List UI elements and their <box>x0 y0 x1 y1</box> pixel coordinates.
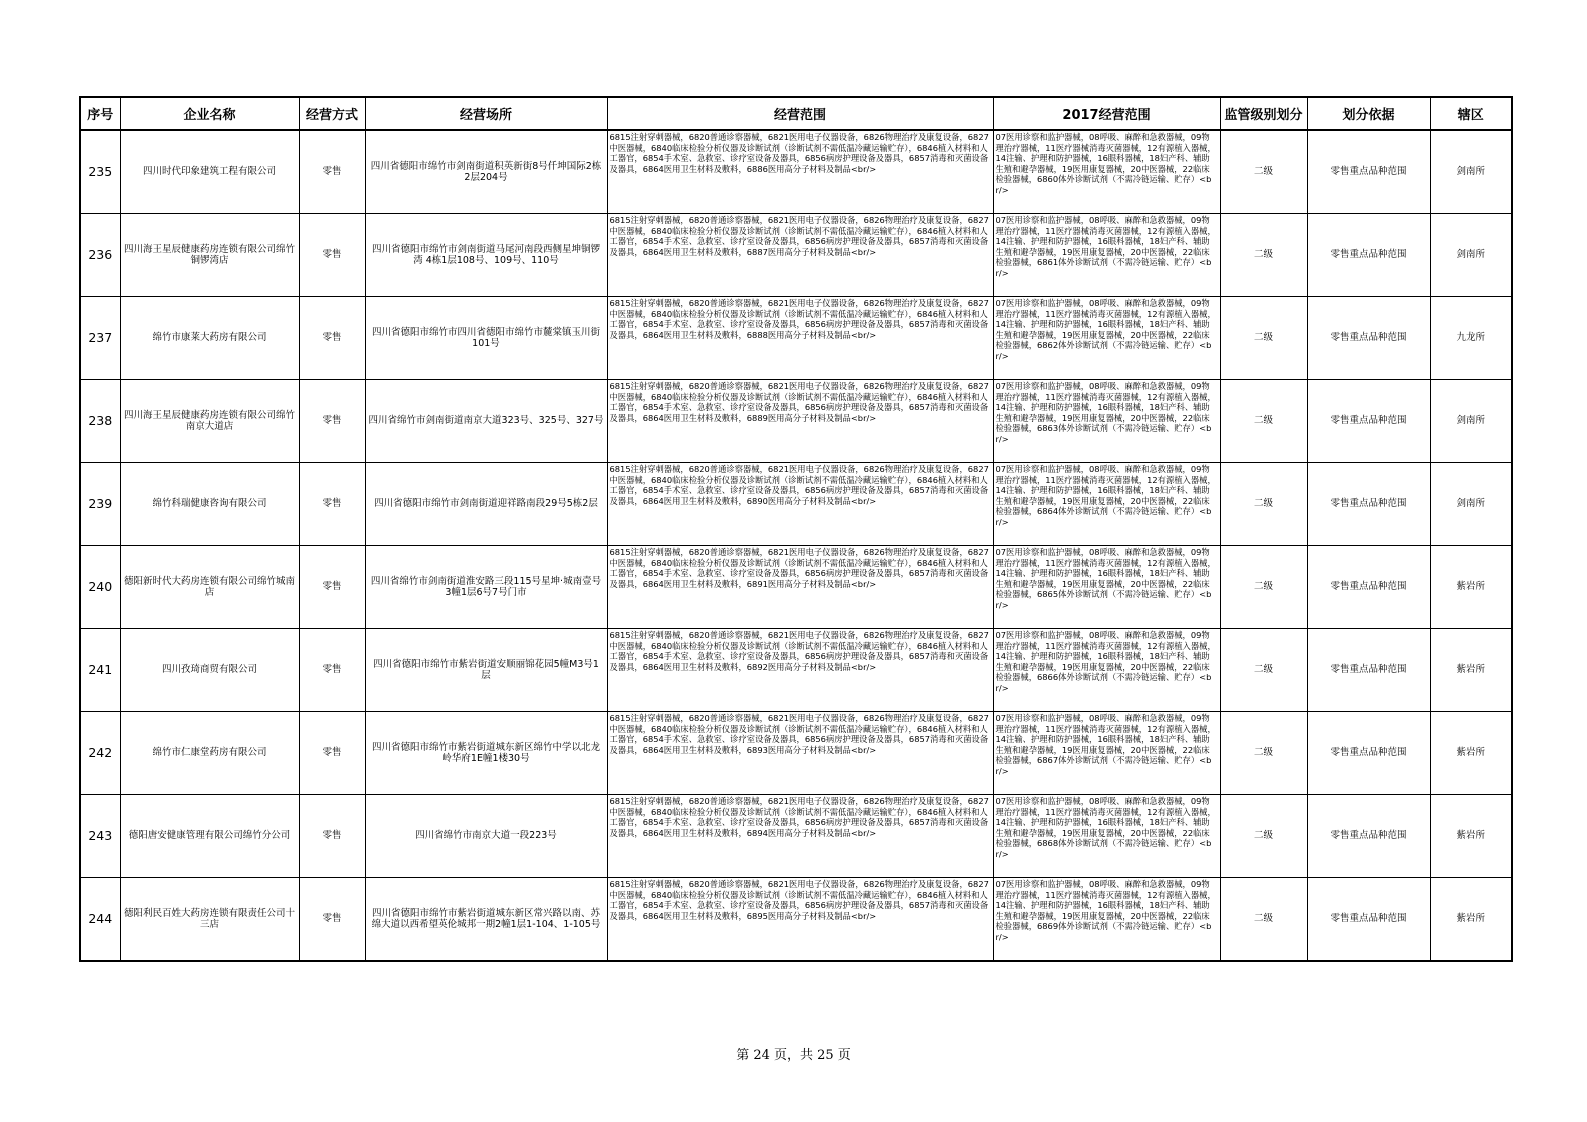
row-name: 德阳新时代大药房连锁有限公司绵竹城南店 <box>120 546 299 629</box>
row-address: 四川省绵竹市剑南街道淮安路三段115号星坤·城南壹号3幢1层6号7号门市 <box>365 546 607 629</box>
row-level: 二级 <box>1220 380 1307 463</box>
row-level: 二级 <box>1220 297 1307 380</box>
row-mode: 零售 <box>299 712 365 795</box>
row-seq: 240 <box>80 546 120 629</box>
row-level: 二级 <box>1220 629 1307 712</box>
row-district: 紫岩所 <box>1430 712 1512 795</box>
row-scope-2017: 07医用诊察和监护器械，08呼吸、麻醉和急救器械，09物理治疗器械，11医疗器械消毒灭菌器械，12有源植入器械，14注输、护理和防护器械，16眼科器械，18妇产科、辅助生殖和避孕器械，19医用康复器械，20中医器械，22临床检验器械，6862体外诊断试剂（不需冷链运输、贮存）<br/> <box>993 297 1220 380</box>
header-level: 监管级别划分 <box>1220 97 1307 130</box>
row-level: 二级 <box>1220 878 1307 962</box>
row-scope: 6815注射穿刺器械，6820普通诊察器械，6821医用电子仪器设备，6826物理治疗及康复设备，6827中医器械，6840临床检验分析仪器及诊断试剂（诊断试剂不需低温冷藏运输贮存），6846植入材料和人工器官，6854手术室、急救室、诊疗室设备及器具，6856病房护理设备及器具，6857消毒和灭菌设备及器具，6864医用卫生材料及敷料，6888医用高分子材料及制品<br/> <box>607 297 993 380</box>
row-name: 绵竹市康莱大药房有限公司 <box>120 297 299 380</box>
row-seq: 236 <box>80 214 120 297</box>
row-scope-2017: 07医用诊察和监护器械，08呼吸、麻醉和急救器械，09物理治疗器械，11医疗器械消毒灭菌器械，12有源植入器械，14注输、护理和防护器械，16眼科器械，18妇产科、辅助生殖和避孕器械，19医用康复器械，20中医器械，22临床检验器械，6867体外诊断试剂（不需冷链运输、贮存）<br/> <box>993 712 1220 795</box>
header-row <box>80 97 1512 130</box>
header-address: 经营场所 <box>365 97 607 130</box>
row-scope-2017: 07医用诊察和监护器械，08呼吸、麻醉和急救器械，09物理治疗器械，11医疗器械消毒灭菌器械，12有源植入器械，14注输、护理和防护器械，16眼科器械，18妇产科、辅助生殖和避孕器械，19医用康复器械，20中医器械，22临床检验器械，6868体外诊断试剂（不需冷链运输、贮存）<br/> <box>993 795 1220 878</box>
row-address: 四川省绵竹市南京大道一段223号 <box>365 795 607 878</box>
row-scope: 6815注射穿刺器械，6820普通诊察器械，6821医用电子仪器设备，6826物理治疗及康复设备，6827中医器械，6840临床检验分析仪器及诊断试剂（诊断试剂不需低温冷藏运输贮存），6846植入材料和人工器官，6854手术室、急救室、诊疗室设备及器具，6856病房护理设备及器具，6857消毒和灭菌设备及器具，6864医用卫生材料及敷料，6892医用高分子材料及制品<br/> <box>607 629 993 712</box>
row-scope: 6815注射穿刺器械，6820普通诊察器械，6821医用电子仪器设备，6826物理治疗及康复设备，6827中医器械，6840临床检验分析仪器及诊断试剂（诊断试剂不需低温冷藏运输贮存），6846植入材料和人工器官，6854手术室、急救室、诊疗室设备及器具，6856病房护理设备及器具，6857消毒和灭菌设备及器具，6864医用卫生材料及敷料，6891医用高分子材料及制品<br/> <box>607 546 993 629</box>
row-mode: 零售 <box>299 297 365 380</box>
header-seq: 序号 <box>80 97 120 130</box>
row-basis: 零售重点品种范围 <box>1307 130 1430 214</box>
row-seq: 242 <box>80 712 120 795</box>
row-seq: 235 <box>80 130 120 214</box>
row-scope: 6815注射穿刺器械，6820普通诊察器械，6821医用电子仪器设备，6826物理治疗及康复设备，6827中医器械，6840临床检验分析仪器及诊断试剂（诊断试剂不需低温冷藏运输贮存），6846植入材料和人工器官，6854手术室、急救室、诊疗室设备及器具，6856病房护理设备及器具，6857消毒和灭菌设备及器具，6864医用卫生材料及敷料，6887医用高分子材料及制品<br/> <box>607 214 993 297</box>
row-scope: 6815注射穿刺器械，6820普通诊察器械，6821医用电子仪器设备，6826物理治疗及康复设备，6827中医器械，6840临床检验分析仪器及诊断试剂（诊断试剂不需低温冷藏运输贮存），6846植入材料和人工器官，6854手术室、急救室、诊疗室设备及器具，6856病房护理设备及器具，6857消毒和灭菌设备及器具，6864医用卫生材料及敷料，6886医用高分子材料及制品<br/> <box>607 130 993 214</box>
row-seq: 244 <box>80 878 120 962</box>
row-mode: 零售 <box>299 463 365 546</box>
row-basis: 零售重点品种范围 <box>1307 629 1430 712</box>
table-row <box>80 380 1512 463</box>
row-address: 四川省德阳市绵竹市剑南街道积英新街8号仟坤国际2栋2层204号 <box>365 130 607 214</box>
row-scope-2017: 07医用诊察和监护器械，08呼吸、麻醉和急救器械，09物理治疗器械，11医疗器械消毒灭菌器械，12有源植入器械，14注输、护理和防护器械，16眼科器械，18妇产科、辅助生殖和避孕器械，19医用康复器械，20中医器械，22临床检验器械，6869体外诊断试剂（不需冷链运输、贮存）<br/> <box>993 878 1220 962</box>
row-address: 四川省德阳市绵竹市四川省德阳市绵竹市麓棠镇玉川街101号 <box>365 297 607 380</box>
row-seq: 238 <box>80 380 120 463</box>
row-district: 剑南所 <box>1430 130 1512 214</box>
row-district: 剑南所 <box>1430 463 1512 546</box>
row-basis: 零售重点品种范围 <box>1307 878 1430 962</box>
row-mode: 零售 <box>299 130 365 214</box>
registry-table <box>79 96 1513 962</box>
row-address: 四川省德阳市绵竹市剑南街道马尾河南段西侧星坤铜锣湾 4栋1层108号、109号、110号 <box>365 214 607 297</box>
row-mode: 零售 <box>299 380 365 463</box>
row-scope-2017: 07医用诊察和监护器械，08呼吸、麻醉和急救器械，09物理治疗器械，11医疗器械消毒灭菌器械，12有源植入器械，14注输、护理和防护器械，16眼科器械，18妇产科、辅助生殖和避孕器械，19医用康复器械，20中医器械，22临床检验器械，6866体外诊断试剂（不需冷链运输、贮存）<br/> <box>993 629 1220 712</box>
header-mode: 经营方式 <box>299 97 365 130</box>
row-basis: 零售重点品种范围 <box>1307 463 1430 546</box>
row-mode: 零售 <box>299 546 365 629</box>
table-row <box>80 214 1512 297</box>
table-row <box>80 463 1512 546</box>
row-address: 四川省德阳市绵竹市紫岩街道安顺丽锦花园5幢M3号1层 <box>365 629 607 712</box>
row-seq: 243 <box>80 795 120 878</box>
row-name: 四川孜琦商贸有限公司 <box>120 629 299 712</box>
row-district: 紫岩所 <box>1430 795 1512 878</box>
row-level: 二级 <box>1220 463 1307 546</box>
row-mode: 零售 <box>299 214 365 297</box>
header-scope: 经营范围 <box>607 97 993 130</box>
row-name: 四川海王星辰健康药房连锁有限公司绵竹铜锣湾店 <box>120 214 299 297</box>
row-address: 四川省德阳市绵竹市剑南街道迎祥路南段29号5栋2层 <box>365 463 607 546</box>
table-row <box>80 795 1512 878</box>
header-scope-2017: 2017经营范围 <box>993 97 1220 130</box>
row-mode: 零售 <box>299 795 365 878</box>
row-name: 德阳唐安健康管理有限公司绵竹分公司 <box>120 795 299 878</box>
row-district: 九龙所 <box>1430 297 1512 380</box>
row-district: 剑南所 <box>1430 214 1512 297</box>
row-level: 二级 <box>1220 795 1307 878</box>
row-address: 四川省德阳市绵竹市紫岩街道城东新区常兴路以南、苏绵大道以西希望英伦城邦一期2幢1层1-104、1-105号 <box>365 878 607 962</box>
table-row <box>80 712 1512 795</box>
table-row <box>80 130 1512 214</box>
row-district: 紫岩所 <box>1430 878 1512 962</box>
table-row <box>80 546 1512 629</box>
row-seq: 239 <box>80 463 120 546</box>
header-basis: 划分依据 <box>1307 97 1430 130</box>
row-district: 紫岩所 <box>1430 629 1512 712</box>
page-number-footer: 第 24 页，共 25 页 <box>736 1048 851 1063</box>
row-basis: 零售重点品种范围 <box>1307 712 1430 795</box>
row-scope: 6815注射穿刺器械，6820普通诊察器械，6821医用电子仪器设备，6826物理治疗及康复设备，6827中医器械，6840临床检验分析仪器及诊断试剂（诊断试剂不需低温冷藏运输贮存），6846植入材料和人工器官，6854手术室、急救室、诊疗室设备及器具，6856病房护理设备及器具，6857消毒和灭菌设备及器具，6864医用卫生材料及敷料，6890医用高分子材料及制品<br/> <box>607 463 993 546</box>
row-seq: 237 <box>80 297 120 380</box>
row-scope-2017: 07医用诊察和监护器械，08呼吸、麻醉和急救器械，09物理治疗器械，11医疗器械消毒灭菌器械，12有源植入器械，14注输、护理和防护器械，16眼科器械，18妇产科、辅助生殖和避孕器械，19医用康复器械，20中医器械，22临床检验器械，6865体外诊断试剂（不需冷链运输、贮存）<br/> <box>993 546 1220 629</box>
row-mode: 零售 <box>299 878 365 962</box>
row-scope-2017: 07医用诊察和监护器械，08呼吸、麻醉和急救器械，09物理治疗器械，11医疗器械消毒灭菌器械，12有源植入器械，14注输、护理和防护器械，16眼科器械，18妇产科、辅助生殖和避孕器械，19医用康复器械，20中医器械，22临床检验器械，6863体外诊断试剂（不需冷链运输、贮存）<br/> <box>993 380 1220 463</box>
row-seq: 241 <box>80 629 120 712</box>
row-basis: 零售重点品种范围 <box>1307 214 1430 297</box>
row-name: 绵竹市仁康堂药房有限公司 <box>120 712 299 795</box>
row-district: 剑南所 <box>1430 380 1512 463</box>
row-level: 二级 <box>1220 214 1307 297</box>
header-district: 辖区 <box>1430 97 1512 130</box>
row-name: 四川海王星辰健康药房连锁有限公司绵竹南京大道店 <box>120 380 299 463</box>
row-mode: 零售 <box>299 629 365 712</box>
row-basis: 零售重点品种范围 <box>1307 795 1430 878</box>
row-level: 二级 <box>1220 130 1307 214</box>
row-level: 二级 <box>1220 546 1307 629</box>
row-district: 紫岩所 <box>1430 546 1512 629</box>
row-scope-2017: 07医用诊察和监护器械，08呼吸、麻醉和急救器械，09物理治疗器械，11医疗器械消毒灭菌器械，12有源植入器械，14注输、护理和防护器械，16眼科器械，18妇产科、辅助生殖和避孕器械，19医用康复器械，20中医器械，22临床检验器械，6860体外诊断试剂（不需冷链运输、贮存）<br/> <box>993 130 1220 214</box>
row-name: 四川时代印象建筑工程有限公司 <box>120 130 299 214</box>
table-row <box>80 878 1512 962</box>
row-scope: 6815注射穿刺器械，6820普通诊察器械，6821医用电子仪器设备，6826物理治疗及康复设备，6827中医器械，6840临床检验分析仪器及诊断试剂（诊断试剂不需低温冷藏运输贮存），6846植入材料和人工器官，6854手术室、急救室、诊疗室设备及器具，6856病房护理设备及器具，6857消毒和灭菌设备及器具，6864医用卫生材料及敷料，6893医用高分子材料及制品<br/> <box>607 712 993 795</box>
row-address: 四川省德阳市绵竹市紫岩街道城东新区绵竹中学以北龙岭华府1E幢1楼30号 <box>365 712 607 795</box>
row-name: 绵竹科瑞健康咨询有限公司 <box>120 463 299 546</box>
row-name: 德阳利民百姓大药房连锁有限责任公司十三店 <box>120 878 299 962</box>
row-basis: 零售重点品种范围 <box>1307 297 1430 380</box>
row-basis: 零售重点品种范围 <box>1307 546 1430 629</box>
row-scope: 6815注射穿刺器械，6820普通诊察器械，6821医用电子仪器设备，6826物理治疗及康复设备，6827中医器械，6840临床检验分析仪器及诊断试剂（诊断试剂不需低温冷藏运输贮存），6846植入材料和人工器官，6854手术室、急救室、诊疗室设备及器具，6856病房护理设备及器具，6857消毒和灭菌设备及器具，6864医用卫生材料及敷料，6895医用高分子材料及制品<br/> <box>607 878 993 962</box>
row-basis: 零售重点品种范围 <box>1307 380 1430 463</box>
table-row <box>80 629 1512 712</box>
row-address: 四川省绵竹市剑南街道南京大道323号、325号、327号 <box>365 380 607 463</box>
header-name: 企业名称 <box>120 97 299 130</box>
row-scope: 6815注射穿刺器械，6820普通诊察器械，6821医用电子仪器设备，6826物理治疗及康复设备，6827中医器械，6840临床检验分析仪器及诊断试剂（诊断试剂不需低温冷藏运输贮存），6846植入材料和人工器官，6854手术室、急救室、诊疗室设备及器具，6856病房护理设备及器具，6857消毒和灭菌设备及器具，6864医用卫生材料及敷料，6894医用高分子材料及制品<br/> <box>607 795 993 878</box>
table-row <box>80 297 1512 380</box>
row-scope: 6815注射穿刺器械，6820普通诊察器械，6821医用电子仪器设备，6826物理治疗及康复设备，6827中医器械，6840临床检验分析仪器及诊断试剂（诊断试剂不需低温冷藏运输贮存），6846植入材料和人工器官，6854手术室、急救室、诊疗室设备及器具，6856病房护理设备及器具，6857消毒和灭菌设备及器具，6864医用卫生材料及敷料，6889医用高分子材料及制品<br/> <box>607 380 993 463</box>
row-scope-2017: 07医用诊察和监护器械，08呼吸、麻醉和急救器械，09物理治疗器械，11医疗器械消毒灭菌器械，12有源植入器械，14注输、护理和防护器械，16眼科器械，18妇产科、辅助生殖和避孕器械，19医用康复器械，20中医器械，22临床检验器械，6861体外诊断试剂（不需冷链运输、贮存）<br/> <box>993 214 1220 297</box>
row-level: 二级 <box>1220 712 1307 795</box>
row-scope-2017: 07医用诊察和监护器械，08呼吸、麻醉和急救器械，09物理治疗器械，11医疗器械消毒灭菌器械，12有源植入器械，14注输、护理和防护器械，16眼科器械，18妇产科、辅助生殖和避孕器械，19医用康复器械，20中医器械，22临床检验器械，6864体外诊断试剂（不需冷链运输、贮存）<br/> <box>993 463 1220 546</box>
